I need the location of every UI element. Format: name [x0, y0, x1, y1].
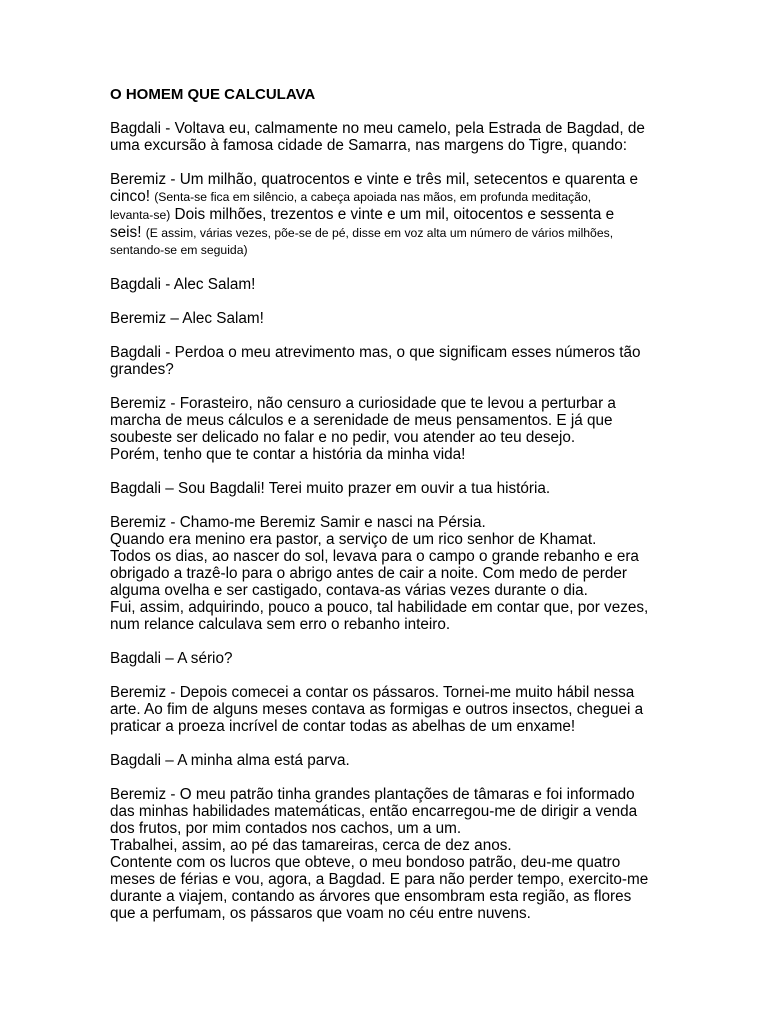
speech-text: seis!: [110, 224, 142, 241]
paragraph-line: num relance calculava sem erro o rebanho inteiro.: [110, 616, 451, 633]
paragraph-8: [110, 514, 660, 633]
paragraph-4: [110, 310, 660, 327]
paragraph-line: uma excursão à famosa cidade de Samarra, nas margens do Tigre, quando:: [110, 137, 627, 154]
speech-text: Dois milhões, trezentos e vinte e um mil, oitocentos e sessenta e: [174, 206, 615, 223]
paragraph-line: Quando era menino era pastor, a serviço de um rico senhor de Khamat.: [110, 531, 597, 548]
paragraph-line: marcha de meus cálculos e a serenidade de meus pensamentos. E já que: [110, 412, 613, 429]
paragraph-5: [110, 344, 660, 378]
paragraph-line: Fui, assim, adquirindo, pouco a pouco, tal habilidade em contar que, por vezes,: [110, 599, 649, 616]
paragraph-line: praticar a proeza incrível de contar todas as abelhas de um enxame!: [110, 718, 576, 735]
paragraph-line: Beremiz - Depois comecei a contar os pássaros. Tornei-me muito hábil nessa: [110, 684, 635, 701]
paragraph-line: meses de férias e vou, agora, a Bagdad. E para não perder tempo, exercito-me: [110, 871, 649, 888]
paragraph-7: [110, 480, 660, 497]
paragraph-line: [110, 206, 660, 224]
paragraph-3: [110, 276, 660, 293]
paragraph-line: Bagdali - Alec Salam!: [110, 276, 256, 293]
document-page: [110, 86, 660, 939]
stage-direction: (E assim, várias vezes, põe-se de pé, disse em voz alta um número de vários milhões,: [145, 226, 614, 240]
stage-direction: (Senta-se fica em silêncio, a cabeça apoiada nas mãos, em profunda meditação,: [154, 190, 592, 204]
paragraph-1: [110, 120, 660, 154]
paragraph-line: Bagdali - Perdoa o meu atrevimento mas, o que significam esses números tão: [110, 344, 641, 361]
paragraph-line: Contente com os lucros que obteve, o meu bondoso patrão, deu-me quatro: [110, 854, 621, 871]
paragraph-12: [110, 786, 660, 922]
paragraph-line: das minhas habilidades matemáticas, então encarregou-me de dirigir a venda: [110, 803, 638, 820]
stage-direction: sentando-se em seguida): [110, 243, 248, 257]
paragraph-line: grandes?: [110, 361, 174, 378]
paragraph-line: Beremiz - O meu patrão tinha grandes plantações de tâmaras e foi informado: [110, 786, 635, 803]
paragraph-line: Beremiz - Um milhão, quatrocentos e vinte e três mil, setecentos e quarenta e: [110, 171, 638, 188]
paragraph-line: Bagdali - Voltava eu, calmamente no meu camelo, pela Estrada de Bagdad, de: [110, 120, 645, 137]
paragraph-9: [110, 650, 660, 667]
document-title: O HOMEM QUE CALCULAVA: [110, 86, 316, 103]
paragraph-line: [110, 188, 660, 206]
paragraph-line: que a perfumam, os pássaros que voam no céu entre nuvens.: [110, 905, 531, 922]
paragraph-6: [110, 395, 660, 463]
paragraph-line: [110, 224, 660, 242]
speech-text: cinco!: [110, 188, 150, 205]
paragraph-line: Porém, tenho que te contar a história da minha vida!: [110, 446, 466, 463]
paragraph-line: durante a viajem, contando as árvores que ensombram esta região, as flores: [110, 888, 632, 905]
paragraph-11: [110, 752, 660, 769]
paragraph-line: obrigado a trazê-lo para o abrigo antes de cair a noite. Com medo de perder: [110, 565, 628, 582]
paragraph-line: Beremiz - Forasteiro, não censuro a curiosidade que te levou a perturbar a: [110, 395, 616, 412]
paragraph-line: alguma ovelha e ser castigado, contava-as várias vezes durante o dia.: [110, 582, 588, 599]
paragraph-10: [110, 684, 660, 735]
paragraph-line: Beremiz – Alec Salam!: [110, 310, 264, 327]
stage-direction: levanta-se): [110, 208, 171, 222]
paragraph-line: Trabalhei, assim, ao pé das tamareiras, cerca de dez anos.: [110, 837, 512, 854]
paragraph-line: arte. Ao fim de alguns meses contava as formigas e outros insectos, cheguei a: [110, 701, 644, 718]
paragraph-line: Bagdali – Sou Bagdali! Terei muito prazer em ouvir a tua história.: [110, 480, 551, 497]
paragraph-2: [110, 171, 660, 259]
paragraph-line: soubeste ser delicado no falar e no pedir, vou atender ao teu desejo.: [110, 429, 576, 446]
paragraph-line: dos frutos, por mim contados nos cachos, um a um.: [110, 820, 462, 837]
paragraph-line: Bagdali – A sério?: [110, 650, 233, 667]
paragraph-line: Bagdali – A minha alma está parva.: [110, 752, 350, 769]
paragraph-line: Beremiz - Chamo-me Beremiz Samir e nasci na Pérsia.: [110, 514, 486, 531]
paragraph-line: Todos os dias, ao nascer do sol, levava para o campo o grande rebanho e era: [110, 548, 639, 565]
